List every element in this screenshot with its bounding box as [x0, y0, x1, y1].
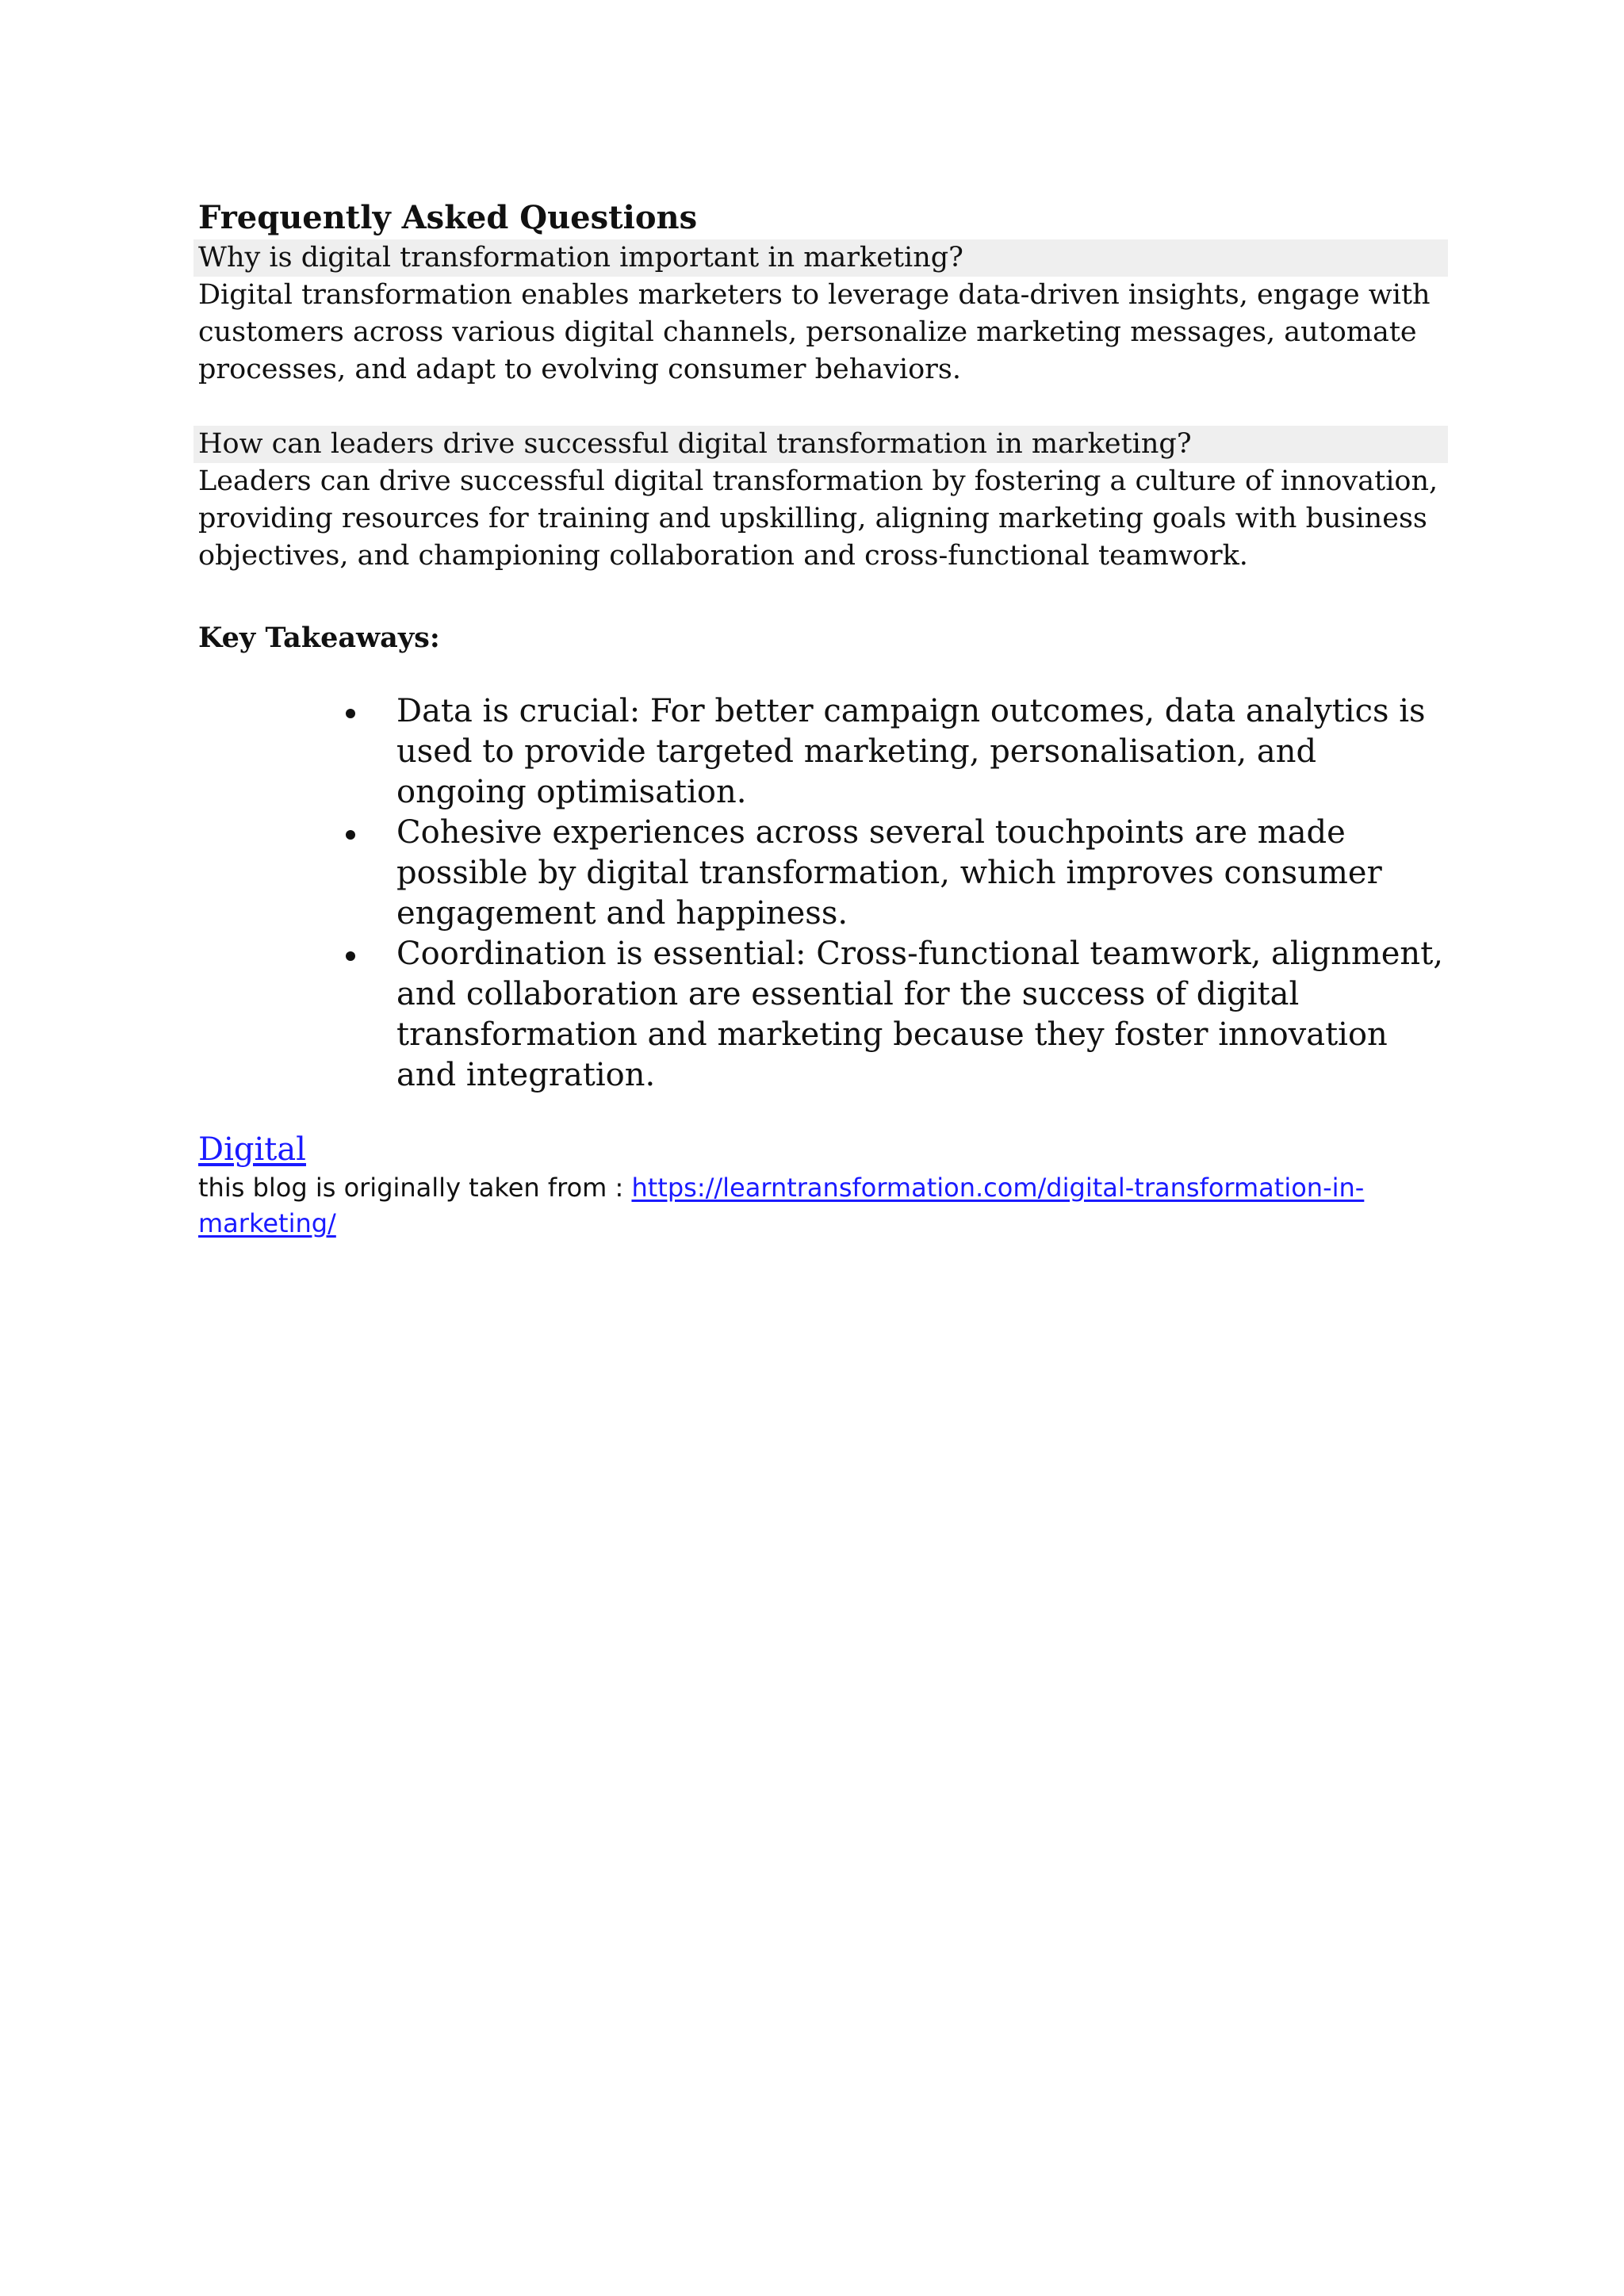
source-attribution: [198, 1170, 1435, 1242]
faq-item-1: [198, 239, 1443, 388]
digital-link[interactable]: Digital: [198, 1131, 306, 1168]
takeaways-heading: Key Takeaways:: [198, 622, 440, 654]
source-url-link[interactable]: https://learntransformation.com/digital-transformation-in-marketing/: [198, 1173, 1365, 1238]
takeaways-list: [198, 691, 1443, 1096]
paragraph-spacer: [198, 388, 1443, 426]
source-prefix: this blog is originally taken from :: [198, 1173, 632, 1203]
footer-block: [198, 1129, 1443, 1242]
faq-item-2: [198, 426, 1443, 575]
faq-question-2: How can leaders drive successful digital transformation in marketing?: [193, 426, 1448, 463]
bullet-icon: [346, 709, 355, 718]
bullet-icon: [346, 830, 355, 840]
faq-question-1: Why is digital transformation important in marketing?: [193, 239, 1448, 277]
document-content: [198, 197, 1443, 1242]
takeaway-item-3: [198, 934, 1443, 1096]
takeaway-text-3: Coordination is essential: Cross-functional teamwork, alignment, and collaboration are essential for the success of digital transformation and marketing because they foster innovation and integration.: [396, 936, 1443, 1093]
bullet-icon: [346, 951, 355, 961]
faq-answer-1: Digital transformation enables marketers to leverage data-driven insights, engage with customers across various digital channels, personalize marketing messages, automate processes, and adapt to evolving consumer behaviors.: [198, 279, 1431, 385]
takeaway-item-1: [198, 691, 1443, 813]
section-spacer: [198, 575, 1443, 619]
takeaway-text-2: Cohesive experiences across several touchpoints are made possible by digital transformation, which improves consumer engagement and happiness.: [396, 814, 1382, 932]
takeaway-text-1: Data is crucial: For better campaign outcomes, data analytics is used to provide targeted marketing, personalisation, and ongoing optimisation.: [396, 693, 1426, 810]
faq-answer-2: Leaders can drive successful digital transformation by fostering a culture of innovation, providing resources for training and upskilling, aligning marketing goals with business objectives, and championing collaboration and cross-functional teamwork.: [198, 465, 1438, 572]
faq-title: Frequently Asked Questions: [198, 199, 698, 236]
takeaway-item-2: [198, 813, 1443, 934]
